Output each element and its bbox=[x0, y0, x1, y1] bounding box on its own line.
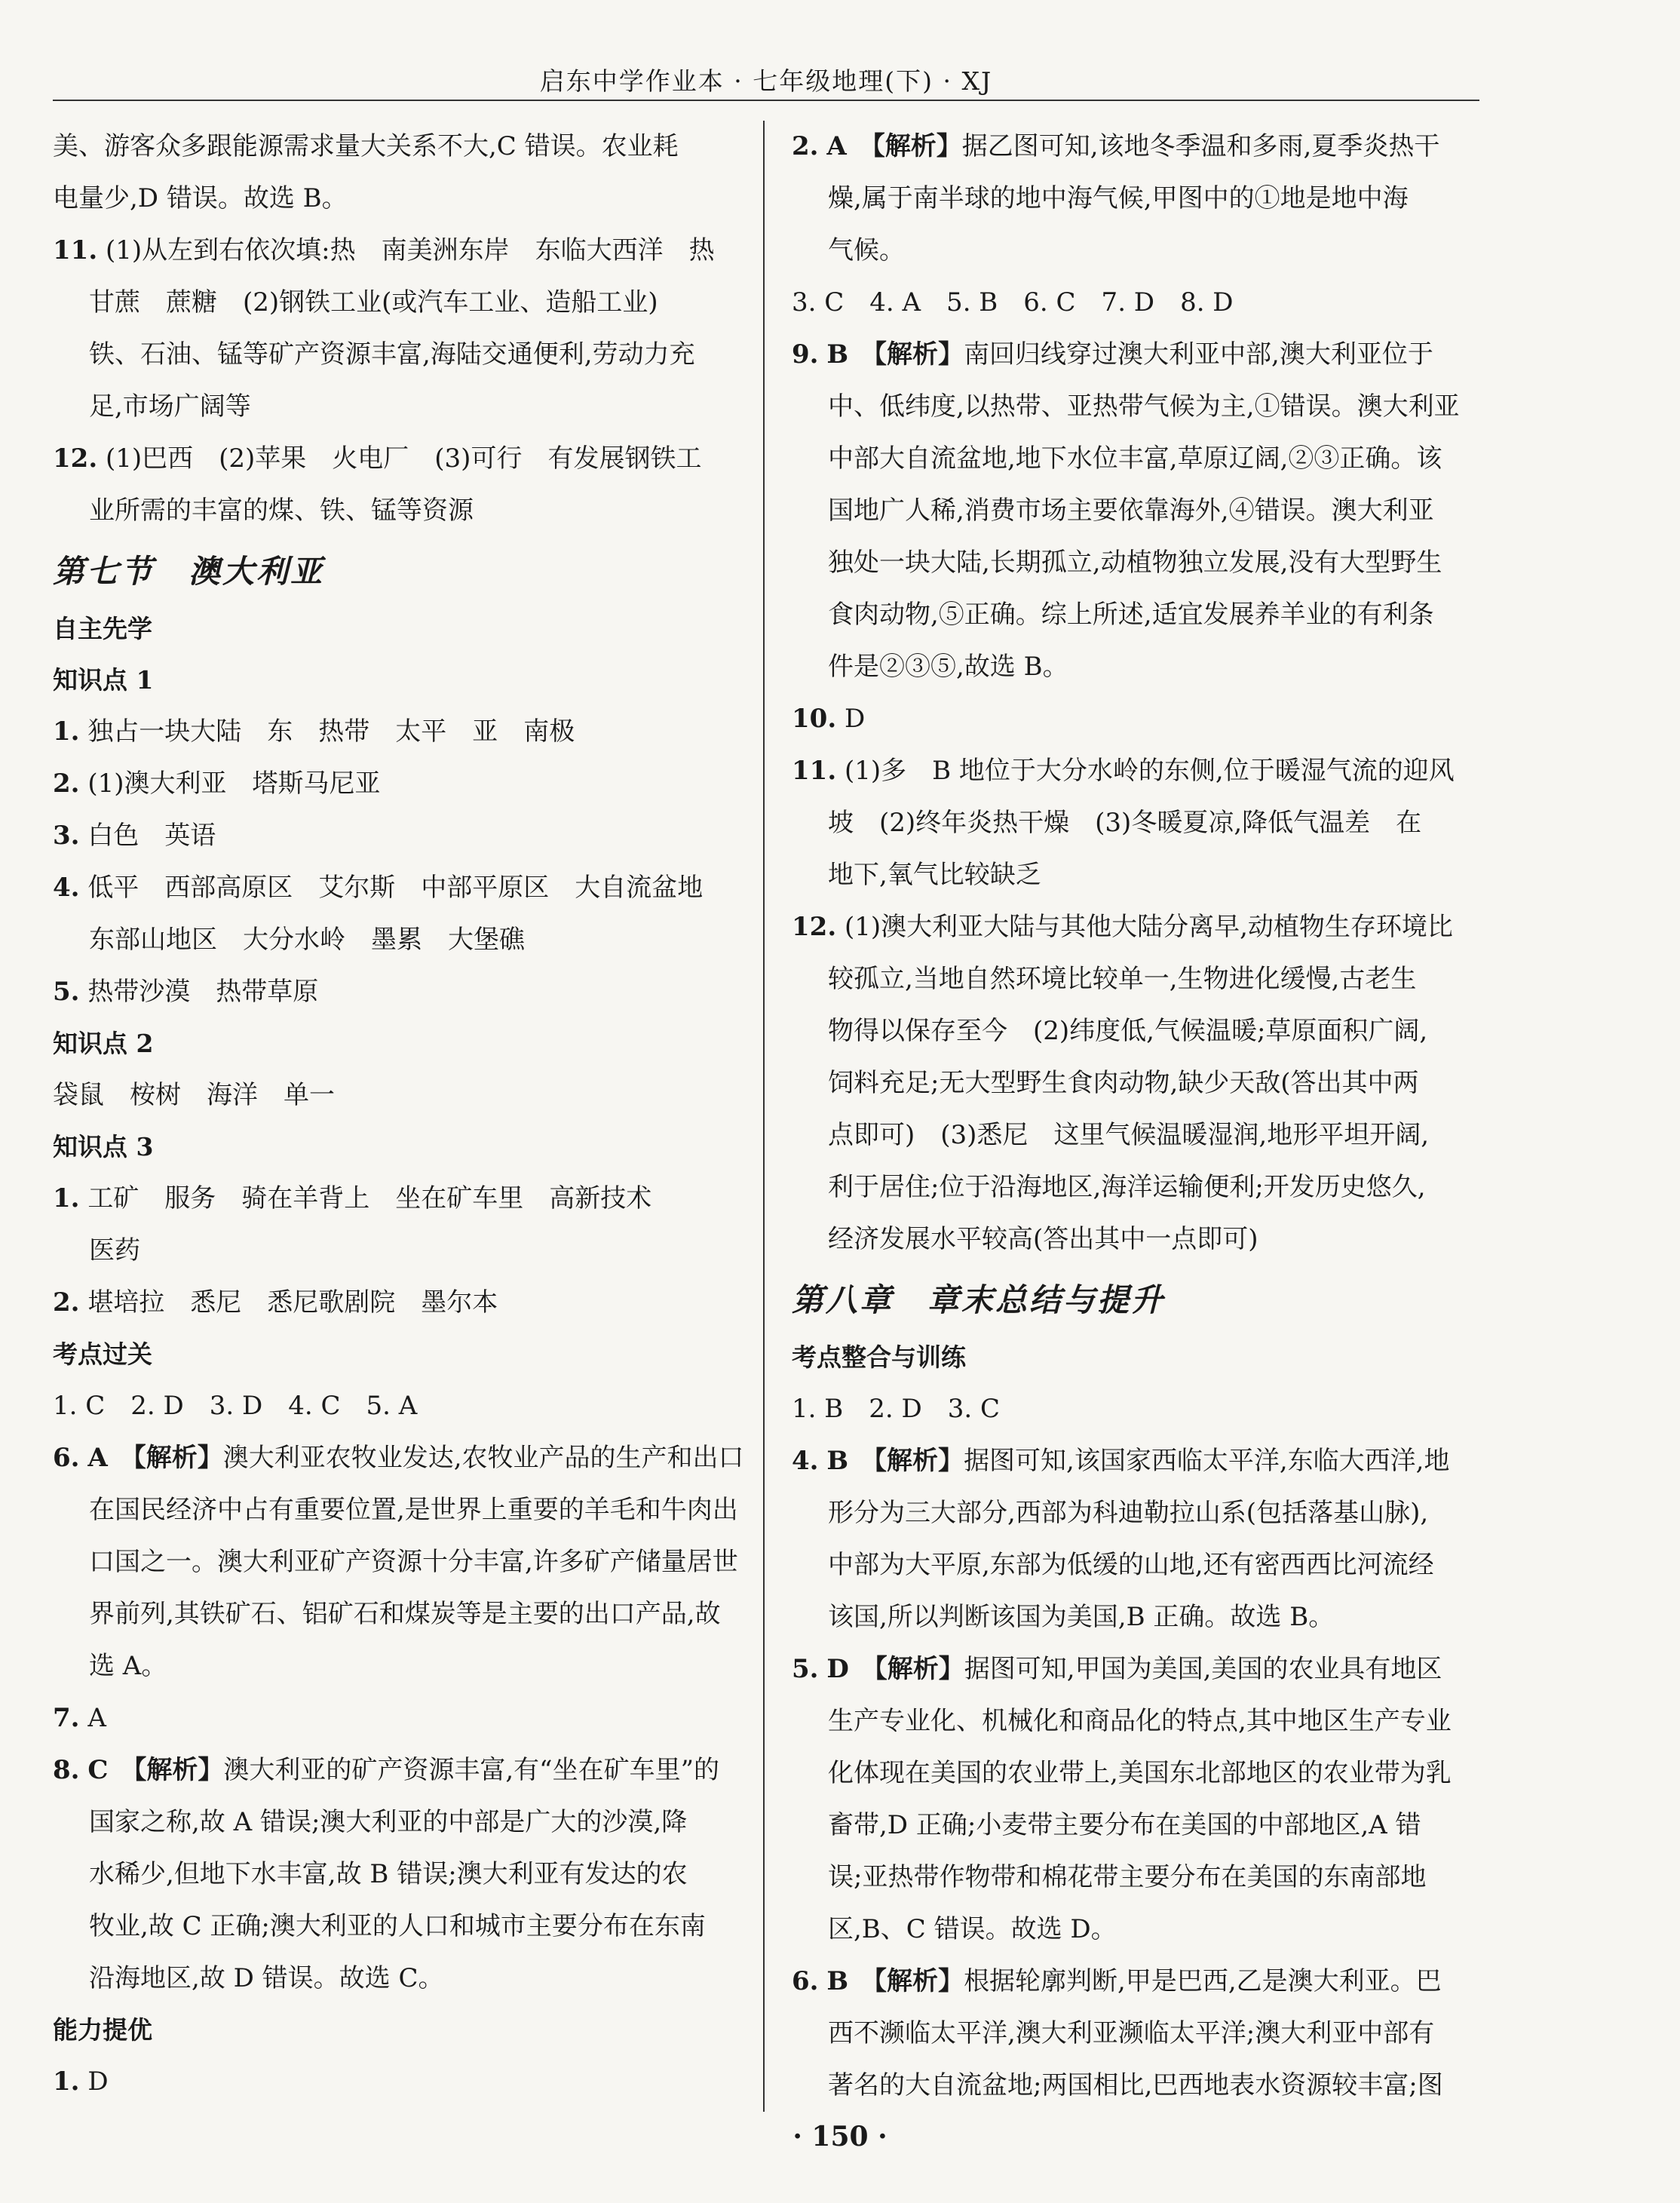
answer-item bbox=[53, 966, 762, 1018]
continuation-line: 气候。 bbox=[828, 235, 905, 265]
item-number: 9. bbox=[792, 339, 819, 370]
continuation-line: 牧业,故 C 正确;澳大利亚的人口和城市主要分布在东南 bbox=[89, 1911, 706, 1941]
item-text: 工矿 服务 骑在羊背上 坐在矿车里 高新技术 bbox=[87, 1183, 652, 1213]
item-number: 8. bbox=[53, 1755, 80, 1785]
answer-label: A 【解析】 bbox=[87, 1443, 223, 1473]
continuation-line: 利于居住;位于沿海地区,海洋运输便利;开发历史悠久, bbox=[828, 1172, 1426, 1202]
page-number: · 150 · bbox=[792, 2121, 888, 2152]
answer-item bbox=[53, 1744, 762, 1796]
continuation-line: 该国,所以判断该国为美国,B 正确。故选 B。 bbox=[828, 1602, 1335, 1632]
continuation-line: 著名的大自流盆地;两国相比,巴西地表水资源较丰富;图 bbox=[828, 2070, 1443, 2100]
item-text: D bbox=[87, 2066, 109, 2097]
item-text: (1)多 B 地位于大分水岭的东侧,位于暖湿气流的迎风 bbox=[844, 756, 1455, 786]
answer-item bbox=[53, 810, 762, 862]
continuation-line: 中部大自流盆地,地下水位丰富,草原辽阔,②③正确。该 bbox=[828, 443, 1442, 474]
item-number: 10. bbox=[792, 704, 837, 734]
item-text: 白色 英语 bbox=[87, 821, 216, 851]
item-number: 6. bbox=[53, 1443, 80, 1473]
subsection-heading: 自主先学 bbox=[53, 614, 152, 643]
item-text: 堪培拉 悉尼 悉尼歌剧院 墨尔本 bbox=[87, 1287, 498, 1318]
item-number: 7. bbox=[53, 1703, 80, 1733]
subsection-heading: 知识点 2 bbox=[53, 1029, 154, 1058]
text-line: 1. C 2. D 3. D 4. C 5. A bbox=[53, 1391, 418, 1421]
item-text: 根据轮廓判断,甲是巴西,乙是澳大利亚。巴 bbox=[964, 1966, 1442, 1996]
item-number: 6. bbox=[792, 1966, 819, 1996]
item-text: 南回归线穿过澳大利亚中部,澳大利亚位于 bbox=[964, 339, 1433, 370]
continuation-line: 医药 bbox=[89, 1235, 140, 1266]
continuation-line: 点即可) (3)悉尼 这里气候温暖湿润,地形平坦开阔, bbox=[828, 1120, 1430, 1150]
subsection-heading: 考点整合与训练 bbox=[792, 1342, 966, 1372]
item-number: 2. bbox=[792, 131, 819, 161]
section-heading: 第八章 章末总结与提升 bbox=[792, 1281, 1166, 1318]
item-number: 3. bbox=[53, 821, 80, 851]
answer-item bbox=[53, 758, 762, 810]
subsection-heading: 知识点 1 bbox=[53, 665, 154, 695]
item-text: (1)巴西 (2)苹果 火电厂 (3)可行 有发展钢铁工 bbox=[105, 443, 702, 474]
item-number: 1. bbox=[53, 2066, 80, 2097]
subsection-heading: 考点过关 bbox=[53, 1339, 152, 1369]
header-rule bbox=[53, 100, 1479, 101]
answer-label: B 【解析】 bbox=[826, 1446, 964, 1476]
item-text: D bbox=[844, 704, 866, 734]
answer-item bbox=[53, 1692, 762, 1744]
continuation-line: 化体现在美国的农业带上,美国东北部地区的农业带为乳 bbox=[828, 1758, 1452, 1788]
continuation-line: 形分为三大部分,西部为科迪勒拉山系(包括落基山脉), bbox=[828, 1498, 1429, 1528]
continuation-line: 足,市场广阔等 bbox=[89, 391, 251, 422]
answer-item bbox=[792, 1956, 1501, 2008]
answer-label: B 【解析】 bbox=[826, 339, 964, 370]
continuation-line: 坡 (2)终年炎热干燥 (3)冬暖夏凉,降低气温差 在 bbox=[828, 808, 1422, 838]
item-text: A bbox=[87, 1703, 106, 1733]
continuation-line: 经济发展水平较高(答出其中一点即可) bbox=[828, 1224, 1258, 1254]
item-text: 低平 西部高原区 艾尔斯 中部平原区 大自流盆地 bbox=[87, 873, 704, 903]
answer-item bbox=[53, 1173, 762, 1225]
continuation-line: 东部山地区 大分水岭 墨累 大堡礁 bbox=[89, 925, 525, 955]
continuation-line: 燥,属于南半球的地中海气候,甲图中的①地是地中海 bbox=[828, 183, 1409, 213]
item-text: 据乙图可知,该地冬季温和多雨,夏季炎热干 bbox=[961, 131, 1440, 161]
answer-item bbox=[792, 121, 1501, 173]
continuation-line: 物得以保存至今 (2)纬度低,气候温暖;草原面积广阔, bbox=[828, 1016, 1428, 1046]
answer-item bbox=[53, 1432, 762, 1484]
section-heading: 第七节 澳大利亚 bbox=[53, 553, 325, 590]
subsection-heading: 能力提优 bbox=[53, 2015, 152, 2045]
text-line: 袋鼠 桉树 海洋 单一 bbox=[53, 1080, 335, 1110]
continuation-line: 沿海地区,故 D 错误。故选 C。 bbox=[89, 1963, 444, 1993]
answer-label: D 【解析】 bbox=[826, 1654, 964, 1684]
continuation-line: 西不濒临太平洋,澳大利亚濒临太平洋;澳大利亚中部有 bbox=[828, 2018, 1435, 2048]
continuation-line: 地下,氧气比较缺乏 bbox=[828, 860, 1041, 890]
continuation-line: 生产专业化、机械化和商品化的特点,其中地区生产专业 bbox=[828, 1706, 1452, 1736]
text-line: 1. B 2. D 3. C bbox=[792, 1394, 1001, 1424]
item-number: 5. bbox=[792, 1654, 819, 1684]
item-text: 据图可知,该国家西临太平洋,东临大西洋,地 bbox=[964, 1446, 1450, 1476]
right-column bbox=[792, 121, 1501, 2112]
item-text: 据图可知,甲国为美国,美国的农业具有地区 bbox=[964, 1654, 1442, 1684]
continuation-line: 食肉动物,⑤正确。综上所述,适宜发展养羊业的有利条 bbox=[828, 600, 1434, 630]
continuation-line: 业所需的丰富的煤、铁、锰等资源 bbox=[89, 496, 474, 526]
answer-item bbox=[792, 745, 1501, 797]
answer-item bbox=[53, 1277, 762, 1329]
running-header: 启东中学作业本 · 七年级地理(下) · XJ bbox=[539, 66, 993, 96]
answer-item bbox=[792, 329, 1501, 381]
continuation-line: 误;亚热带作物带和棉花带主要分布在美国的东南部地 bbox=[828, 1862, 1427, 1892]
answer-item bbox=[792, 693, 1501, 745]
answer-label: A 【解析】 bbox=[826, 131, 962, 161]
continuation-line: 界前列,其铁矿石、铝矿石和煤炭等是主要的出口产品,故 bbox=[89, 1599, 721, 1629]
answer-item bbox=[53, 706, 762, 758]
text-line: 电量少,D 错误。故选 B。 bbox=[53, 183, 348, 213]
text-line: 美、游客众多跟能源需求量大关系不大,C 错误。农业耗 bbox=[53, 131, 679, 161]
continuation-line: 独处一块大陆,长期孤立,动植物独立发展,没有大型野生 bbox=[828, 548, 1442, 578]
continuation-line: 国地广人稀,消费市场主要依靠海外,④错误。澳大利亚 bbox=[828, 496, 1434, 526]
item-text: 独占一块大陆 东 热带 太平 亚 南极 bbox=[87, 716, 575, 747]
item-number: 4. bbox=[53, 873, 80, 903]
item-text: (1)澳大利亚大陆与其他大陆分离早,动植物生存环境比 bbox=[844, 912, 1453, 942]
answer-item bbox=[53, 433, 762, 485]
item-text: 澳大利亚农牧业发达,农牧业产品的生产和出口 bbox=[222, 1443, 744, 1473]
continuation-line: 选 A。 bbox=[89, 1651, 167, 1681]
item-number: 4. bbox=[792, 1446, 819, 1476]
item-number: 1. bbox=[53, 716, 80, 747]
continuation-line: 区,B、C 错误。故选 D。 bbox=[828, 1914, 1117, 1944]
continuation-line: 畜带,D 正确;小麦带主要分布在美国的中部地区,A 错 bbox=[828, 1810, 1421, 1840]
answer-item bbox=[53, 2056, 762, 2108]
item-text: 热带沙漠 热带草原 bbox=[87, 977, 319, 1007]
item-number: 12. bbox=[792, 912, 837, 942]
continuation-line: 甘蔗 蔗糖 (2)钢铁工业(或汽车工业、造船工业) bbox=[89, 287, 658, 318]
column-divider bbox=[763, 121, 765, 2112]
continuation-line: 在国民经济中占有重要位置,是世界上重要的羊毛和牛肉出 bbox=[89, 1495, 738, 1525]
item-number: 11. bbox=[53, 235, 98, 265]
answer-item bbox=[792, 1643, 1501, 1695]
answer-label: B 【解析】 bbox=[826, 1966, 964, 1996]
item-number: 2. bbox=[53, 769, 80, 799]
item-text: (1)从左到右依次填:热 南美洲东岸 东临大西洋 热 bbox=[105, 235, 715, 265]
answer-item bbox=[53, 225, 762, 277]
continuation-line: 中、低纬度,以热带、亚热带气候为主,①错误。澳大利亚 bbox=[828, 391, 1460, 422]
answer-item bbox=[792, 901, 1501, 953]
item-text: 澳大利亚的矿产资源丰富,有“坐在矿车里”的 bbox=[223, 1755, 719, 1785]
item-number: 1. bbox=[53, 1183, 80, 1213]
continuation-line: 中部为大平原,东部为低缓的山地,还有密西西比河流经 bbox=[828, 1550, 1434, 1580]
item-text: (1)澳大利亚 塔斯马尼亚 bbox=[87, 769, 381, 799]
continuation-line: 较孤立,当地自然环境比较单一,生物进化缓慢,古老生 bbox=[828, 964, 1417, 994]
continuation-line: 件是②③⑤,故选 B。 bbox=[828, 652, 1068, 682]
item-number: 2. bbox=[53, 1287, 80, 1318]
continuation-line: 水稀少,但地下水丰富,故 B 错误;澳大利亚有发达的农 bbox=[89, 1859, 688, 1889]
item-number: 11. bbox=[792, 756, 837, 786]
continuation-line: 国家之称,故 A 错误;澳大利亚的中部是广大的沙漠,降 bbox=[89, 1807, 688, 1837]
left-column bbox=[53, 121, 762, 2108]
item-number: 12. bbox=[53, 443, 98, 474]
subsection-heading: 知识点 3 bbox=[53, 1132, 154, 1161]
answer-item bbox=[53, 862, 762, 914]
continuation-line: 饲料充足;无大型野生食肉动物,缺少天敌(答出其中两 bbox=[828, 1068, 1419, 1098]
continuation-line: 铁、石油、锰等矿产资源丰富,海陆交通便利,劳动力充 bbox=[89, 339, 695, 370]
continuation-line: 口国之一。澳大利亚矿产资源十分丰富,许多矿产储量居世 bbox=[89, 1547, 738, 1577]
item-number: 5. bbox=[53, 977, 80, 1007]
answer-label: C 【解析】 bbox=[87, 1755, 224, 1785]
answer-item bbox=[792, 1435, 1501, 1487]
text-line: 3. C 4. A 5. B 6. C 7. D 8. D bbox=[792, 287, 1234, 318]
